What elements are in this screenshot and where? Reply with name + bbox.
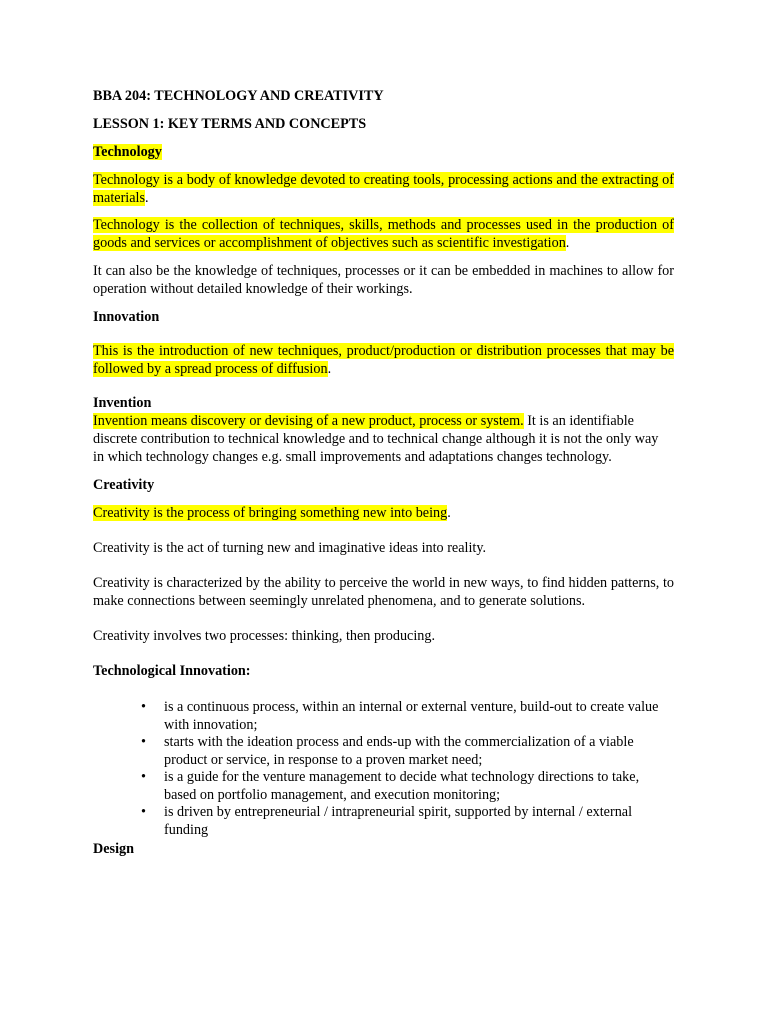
list-item bbox=[93, 804, 674, 839]
invention-definition-rest: It is an identifiable discrete contribution to technical knowledge and to technical change although it is not the only way in which technology changes e.g. small improvements and adaptations changes technology. bbox=[93, 413, 659, 465]
creativity-definition: Creativity is the process of bringing something new into being. bbox=[93, 505, 451, 521]
course-title: BBA 204: TECHNOLOGY AND CREATIVITY bbox=[93, 88, 384, 104]
innovation-definition-text: This is the introduction of new techniques, product/production or distribution processes that may be followed by a spread process of diffusion bbox=[93, 343, 674, 377]
section-heading-invention: Invention bbox=[93, 395, 152, 411]
section-heading-innovation: Innovation bbox=[93, 309, 160, 325]
creativity-paragraph-4: Creativity involves two processes: thinking, then producing. bbox=[93, 628, 436, 644]
invention-definition bbox=[93, 412, 663, 466]
bullet-icon: • bbox=[141, 734, 146, 750]
creativity-paragraph-2: Creativity is the act of turning new and imaginative ideas into reality. bbox=[93, 540, 487, 556]
technology-definition-1-text: Technology is a body of knowledge devoted to creating tools, processing actions and the extracting of materials bbox=[93, 172, 674, 206]
section-heading-tech-innovation: Technological Innovation: bbox=[93, 663, 251, 679]
bullet-icon: • bbox=[141, 699, 146, 715]
creativity-paragraph-3: Creativity is characterized by the ability to perceive the world in new ways, to find hidden patterns, to make connections between seemingly unrelated phenomena, and to generate solutions. bbox=[93, 575, 674, 609]
section-heading-technology bbox=[93, 143, 674, 161]
tech-innovation-list bbox=[93, 699, 674, 839]
technology-definition-2: Technology is the collection of techniques, skills, methods and processes used in the production of goods and services or accomplishment of objectives such as scientific investigation. bbox=[93, 217, 674, 251]
section-heading-creativity: Creativity bbox=[93, 477, 155, 493]
lesson-title: LESSON 1: KEY TERMS AND CONCEPTS bbox=[93, 116, 367, 132]
innovation-definition: This is the introduction of new techniques, product/production or distribution processes that may be followed by a spread process of diffusion. bbox=[93, 343, 674, 377]
bullet-icon: • bbox=[141, 769, 146, 785]
technology-definition-1: Technology is a body of knowledge devoted to creating tools, processing actions and the extracting of materials. bbox=[93, 172, 674, 206]
list-item-text: is a continuous process, within an internal or external venture, build-out to create value with innovation; bbox=[164, 699, 659, 733]
list-item-text: is driven by entrepreneurial / intrapreneurial spirit, supported by internal / external funding bbox=[164, 804, 633, 838]
bullet-icon: • bbox=[141, 804, 146, 820]
creativity-definition-text: Creativity is the process of bringing something new into being bbox=[93, 505, 448, 521]
technology-paragraph-3: It can also be the knowledge of techniques, processes or it can be embedded in machines to allow for operation without detailed knowledge of their workings. bbox=[93, 263, 674, 297]
invention-definition-highlight: Invention means discovery or devising of a new product, process or system. bbox=[93, 413, 524, 429]
section-heading-design: Design bbox=[93, 841, 134, 857]
list-item bbox=[93, 734, 674, 769]
document-page bbox=[93, 87, 674, 858]
list-item bbox=[93, 699, 674, 734]
list-item-text: is a guide for the venture management to decide what technology directions to take, based on portfolio management, and execution monitoring; bbox=[164, 769, 640, 803]
technology-definition-2-text: Technology is the collection of techniques, skills, methods and processes used in the production of goods and services or accomplishment of objectives such as scientific investigation bbox=[93, 217, 674, 251]
list-item bbox=[93, 769, 674, 804]
technology-heading-text: Technology bbox=[93, 144, 162, 160]
list-item-text: starts with the ideation process and ends-up with the commercialization of a viable product or service, in response to a proven market need; bbox=[164, 734, 634, 768]
